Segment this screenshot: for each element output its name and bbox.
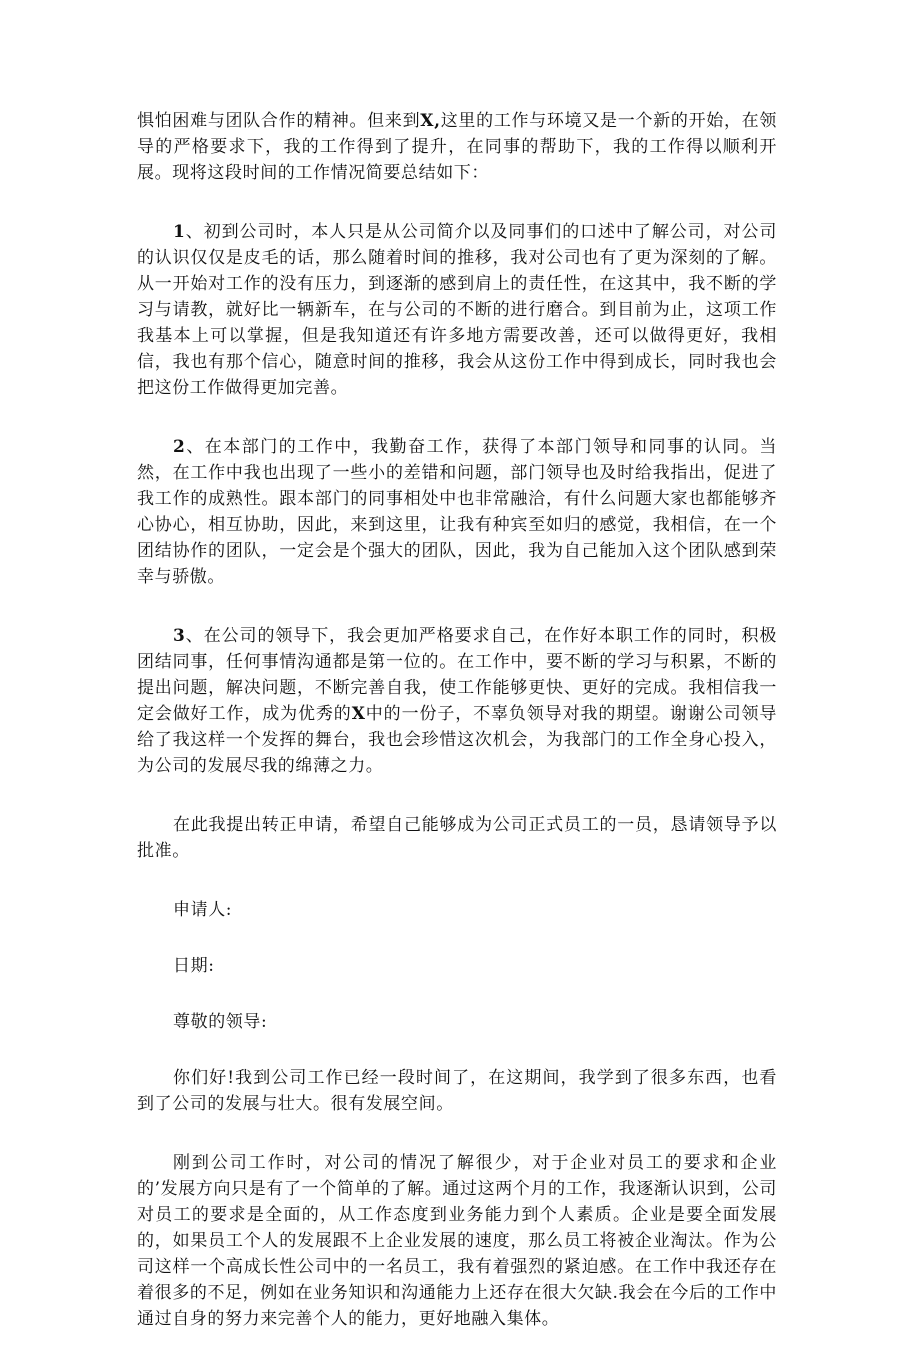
date-line: 日期: [173,956,215,976]
applicant-line: 申请人: [173,900,233,920]
paragraph-item-1: 1、初到公司时，本人只是从公司简介以及同事们的口述中了解公司，对公司的认识仅仅是皮毛的话，那么随着时间的推移，我对公司也有了更为深刻的了解。从一开始对工作的没有压力，到逐渐的感到肩上的责任性，在这其中，我不断的学习与请教，就好比一辆新车，在与公司的不断的进行磨合。到目前为止，这项工作我基本上可以掌握，但是我知道还有许多地方需要改善，还可以做得更好，我相信，我也有那个信心，随意时间的推移，我会从这份工作中得到成长，同时我也会把这份工作做得更加完善。 [137,222,777,398]
paragraph-request: 在此我提出转正申请，希望自己能够成为公司正式员工的一员，恳请领导予以批准。 [137,815,777,861]
paragraph-intro: 惧怕困难与团队合作的精神。但来到X,这里的工作与环境又是一个新的开始，在领导的严格要求下，我的工作得到了提升，在同事的帮助下，我的工作得以顺利开展。现将这段时间的工作情况简要总结如下： [137,111,777,183]
salutation: 尊敬的领导: [173,1012,268,1032]
paragraph-reflection: 刚到公司工作时，对公司的情况了解很少，对于企业对员工的要求和企业的’发展方向只是有了一个简单的了解。通过这两个月的工作，我逐渐认识到，公司对员工的要求是全面的，从工作态度到业务能力到个人素质。企业是要全面发展的，如果员工个人的发展跟不上企业发展的速度，那么员工将被企业淘汰。作为公司这样一个高成长性公司中的一名员工，我有着强烈的紧迫感。在工作中我还存在着很多的不足，例如在业务知识和沟通能力上还存在很大欠缺.我会在今后的工作中通过自身的努力来完善个人的能力，更好地融入集体。 [137,1153,777,1329]
company-placeholder: X [351,704,366,724]
paragraph-greeting: 你们好!我到公司工作已经一段时间了，在这期间，我学到了很多东西，也看到了公司的发展与壮大。很有发展空间。 [137,1068,777,1114]
item-number: 3 [173,626,186,646]
item-number: 2 [173,437,186,457]
company-placeholder: X, [420,111,441,131]
paragraph-item-3: 3、在公司的领导下，我会更加严格要求自己，在作好本职工作的同时，积极团结同事，任何事情沟通都是第一位的。在工作中，要不断的学习与积累，不断的提出问题，解决问题，不断完善自我，使工作能够更快、更好的完成。我相信我一定会做好工作，成为优秀的X中的一份子，不辜负领导对我的期望。谢谢公司领导给了我这样一个发挥的舞台，我也会珍惜这次机会，为我部门的工作全身心投入，为公司的发展尽我的绵薄之力。 [137,626,777,776]
paragraph-item-2: 2、在本部门的工作中，我勤奋工作，获得了本部门领导和同事的认同。当然，在工作中我也出现了一些小的差错和问题，部门领导也及时给我指出，促进了我工作的成熟性。跟本部门的同事相处中也非常融洽，有什么问题大家也都能够齐心协心，相互协助，因此，来到这里，让我有种宾至如归的感觉，我相信，在一个团结协作的团队，一定会是个强大的团队，因此，我为自己能加入这个团队感到荣幸与骄傲。 [137,437,777,587]
document-page [137,108,777,1365]
item-number: 1 [173,222,186,242]
